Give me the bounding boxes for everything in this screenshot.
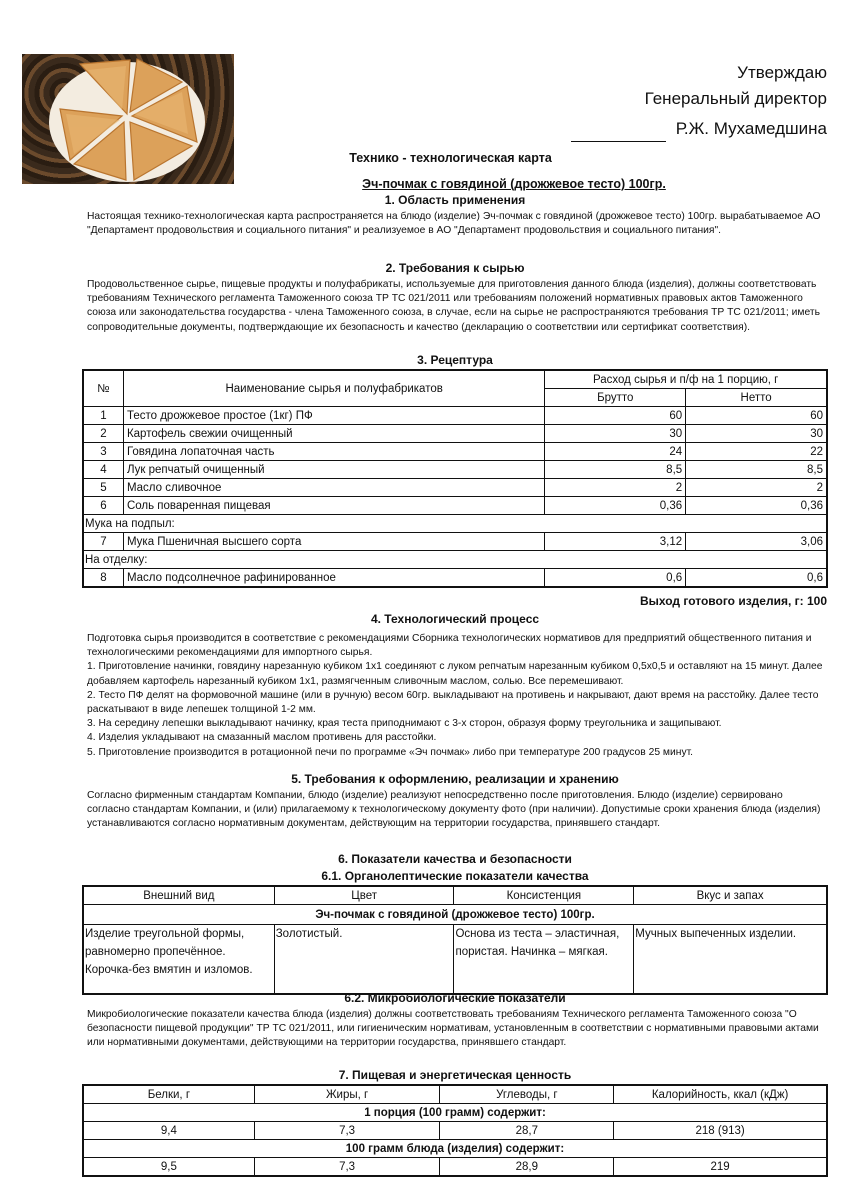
- consistency-value: Основа из теста – эластичная, пористая. Начинка – мягкая.: [454, 925, 634, 994]
- process-intro: Подготовка сырья производится в соответствие с рекомендациями Сборника технологических нормативов для предприятий общественного питания и технологическими рекомендациями для импортного сырья.: [87, 633, 812, 659]
- header-net: Нетто: [686, 389, 827, 407]
- section-2-title: 2. Требования к сырью: [385, 261, 525, 275]
- yield-label: Выход готового изделия, г: 100: [639, 594, 827, 608]
- table-row: [84, 443, 827, 461]
- dish-photo: [22, 54, 234, 184]
- row-num: 5: [84, 479, 124, 497]
- section-1-text: Настоящая технико-технологическая карта распространяется на блюдо (изделие) Эч-почмак с говядиной (дрожжевое тесто) 100гр. вырабатываемое АО "Департамент продовольствия и социального питания" и реализуемое в АО "Департамент продовольствия и социального питания".: [87, 211, 821, 237]
- table-row: [84, 533, 827, 551]
- portion-carbs: 28,7: [440, 1122, 614, 1140]
- row-net: 0,6: [686, 569, 827, 587]
- row-gross: 60: [545, 407, 686, 425]
- group-finishing-label: На отделку:: [84, 551, 827, 569]
- section-6-2-text: Микробиологические показатели качества блюда (изделия) должны соответствовать требованиям Технического регламента Таможенного союза "О безопасности пищевой продукции" ТР ТС 021/2011, или гигиеническим нормативам, установленным в соответствии с нормативными правовыми актами или нормативными документами, действующими на территории государства, принявшего стандарт.: [87, 1009, 819, 1049]
- section-6-1-title: 6.1. Органолептические показатели качества: [321, 869, 589, 883]
- table-row: [84, 407, 827, 425]
- taste-value: Мучных выпеченных изделии.: [634, 925, 827, 994]
- header-consumption: Расход сырья и п/ф на 1 порцию, г: [545, 371, 827, 389]
- recipe-table: [83, 370, 827, 587]
- header-num: №: [84, 371, 124, 407]
- header-carbs: Углеводы, г: [440, 1086, 614, 1104]
- row-gross: 3,12: [545, 533, 686, 551]
- document-title: Технико - технологическая карта: [349, 151, 552, 165]
- position-label: Генеральный директор: [644, 89, 827, 108]
- table-row: [84, 425, 827, 443]
- signature-line: [571, 123, 666, 142]
- approval-block: [571, 60, 827, 142]
- header-consistency: Консистенция: [454, 887, 634, 905]
- row-name: Масло подсолнечное рафинированное: [123, 569, 544, 587]
- table-row: [84, 497, 827, 515]
- color-value: Золотистый.: [274, 925, 454, 994]
- row-net: 2: [686, 479, 827, 497]
- echpochmak-illustration: [22, 54, 234, 184]
- table-row: [84, 1158, 827, 1176]
- row-num: 8: [84, 569, 124, 587]
- header-taste: Вкус и запах: [634, 887, 827, 905]
- row-num: 7: [84, 533, 124, 551]
- dish-row: Эч-почмак с говядиной (дрожжевое тесто) 100гр.: [84, 905, 827, 925]
- portion-calories: 218 (913): [614, 1122, 827, 1140]
- row-gross: 24: [545, 443, 686, 461]
- row-gross: 0,36: [545, 497, 686, 515]
- process-step-3: 3. На середину лепешки выкладывают начинку, края теста приподнимают с 3-х сторон, образуя форму треугольника и защипывают.: [87, 718, 722, 730]
- row-net: 22: [686, 443, 827, 461]
- row-num: 1: [84, 407, 124, 425]
- row-num: 4: [84, 461, 124, 479]
- group-row: [84, 515, 827, 533]
- header-calories: Калорийность, ккал (кДж): [614, 1086, 827, 1104]
- table-row: [84, 569, 827, 587]
- process-step-1: 1. Приготовление начинки, говядину нарезанную кубиком 1х1 соединяют с луком репчатым нарезанным кубиком 0,5х0,5 и оставляют на 15 минут. Далее добавляем картофель нарезанный кубиком 1х1, размягченным сливочным маслом, солью. Все перемешивают.: [87, 661, 823, 687]
- row-name: Мука Пшеничная высшего сорта: [123, 533, 544, 551]
- per100-carbs: 28,9: [440, 1158, 614, 1176]
- row-net: 8,5: [686, 461, 827, 479]
- row-num: 2: [84, 425, 124, 443]
- section-6-title: 6. Показатели качества и безопасности: [338, 852, 572, 866]
- signatory-name: Р.Ж. Мухамедшина: [675, 119, 827, 138]
- row-num: 3: [84, 443, 124, 461]
- row-gross: 8,5: [545, 461, 686, 479]
- row-name: Масло сливочное: [123, 479, 544, 497]
- approve-label: Утверждаю: [737, 63, 827, 82]
- section-3-title: 3. Рецептура: [417, 353, 493, 367]
- group-row: [84, 551, 827, 569]
- section-6-2-title: 6.2. Микробиологические показатели: [344, 991, 566, 1005]
- process-step-5: 5. Приготовление производится в ротационной печи по программе «Эч почмак» либо при температуре 200 градусов 25 минут.: [87, 746, 694, 758]
- per100-protein: 9,5: [84, 1158, 255, 1176]
- row-gross: 2: [545, 479, 686, 497]
- row-gross: 0,6: [545, 569, 686, 587]
- header-protein: Белки, г: [84, 1086, 255, 1104]
- row-net: 30: [686, 425, 827, 443]
- header-name: Наименование сырья и полуфабрикатов: [123, 371, 544, 407]
- group-dusting-label: Мука на подпыл:: [84, 515, 827, 533]
- portion-fat: 7,3: [254, 1122, 440, 1140]
- row-name: Лук репчатый очищенный: [123, 461, 544, 479]
- row-num: 6: [84, 497, 124, 515]
- organoleptic-table: [83, 886, 827, 994]
- header-fat: Жиры, г: [254, 1086, 440, 1104]
- section-4-text: [87, 632, 827, 760]
- section-1-title: 1. Область применения: [384, 193, 526, 207]
- table-row: [84, 479, 827, 497]
- table-row: [84, 1122, 827, 1140]
- per100-fat: 7,3: [254, 1158, 440, 1176]
- section-5-text: Согласно фирменным стандартам Компании, блюдо (изделие) реализуют непосредственно после приготовления. Блюдо (изделие) сервировано согласно стандартам Компании, и (или) прилагаемому к технологическому документу фото (при наличии). Допустимые сроки хранения блюда (изделия) устанавливаются согласно нормативным документам, действующим на территории государства, принявшего стандарт.: [87, 790, 821, 830]
- process-step-2: 2. Тесто ПФ делят на формовочной машине (или в ручную) весом 60гр. выкладывают на противень и накрывают, дают время на расстойку. Далее тесто раскатывают в виде лепешек толщиной 1-2 мм.: [87, 689, 819, 716]
- section-5-title: 5. Требования к оформлению, реализации и хранению: [291, 772, 619, 786]
- row-gross: 30: [545, 425, 686, 443]
- appearance-value: Изделие треугольной формы, равномерно пропечённое. Корочка-без вмятин и изломов.: [84, 925, 275, 994]
- section-4-title: 4. Технологический процесс: [370, 612, 540, 626]
- row-net: 60: [686, 407, 827, 425]
- portion-label: 1 порция (100 грамм) содержит:: [84, 1104, 827, 1122]
- header-gross: Брутто: [545, 389, 686, 407]
- section-2-text: Продовольственное сырье, пищевые продукты и полуфабрикаты, используемые для приготовления данного блюда (изделия), должны соответствовать требованиям Технического регламента Таможенного союза ТР ТС 021/2011 или требованиям положений нормативных правовых актов Таможенного союза или законодательства государства - члена Таможенного союза, в случае, если на сырье не распространяются требования ТР ТС 021/2011; иметь сопроводительные документы, подтверждающие их безопасность и качество (декларацию о соответствии или сертификат соответствия).: [87, 279, 820, 333]
- table-row: [84, 461, 827, 479]
- portion-protein: 9,4: [84, 1122, 255, 1140]
- section-7-title: 7. Пищевая и энергетическая ценность: [338, 1068, 572, 1082]
- nutrition-table: [83, 1085, 827, 1176]
- row-name: Тесто дрожжевое простое (1кг) ПФ: [123, 407, 544, 425]
- row-name: Говядина лопаточная часть: [123, 443, 544, 461]
- row-net: 3,06: [686, 533, 827, 551]
- header-color: Цвет: [274, 887, 454, 905]
- row-net: 0,36: [686, 497, 827, 515]
- header-appearance: Внешний вид: [84, 887, 275, 905]
- dish-title: Эч-почмак с говядиной (дрожжевое тесто) 100гр.: [362, 177, 666, 191]
- process-step-4: 4. Изделия укладывают на смазанный маслом противень для расстойки.: [87, 732, 437, 744]
- per100-label: 100 грамм блюда (изделия) содержит:: [84, 1140, 827, 1158]
- row-name: Соль поваренная пищевая: [123, 497, 544, 515]
- per100-calories: 219: [614, 1158, 827, 1176]
- row-name: Картофель свежии очищенный: [123, 425, 544, 443]
